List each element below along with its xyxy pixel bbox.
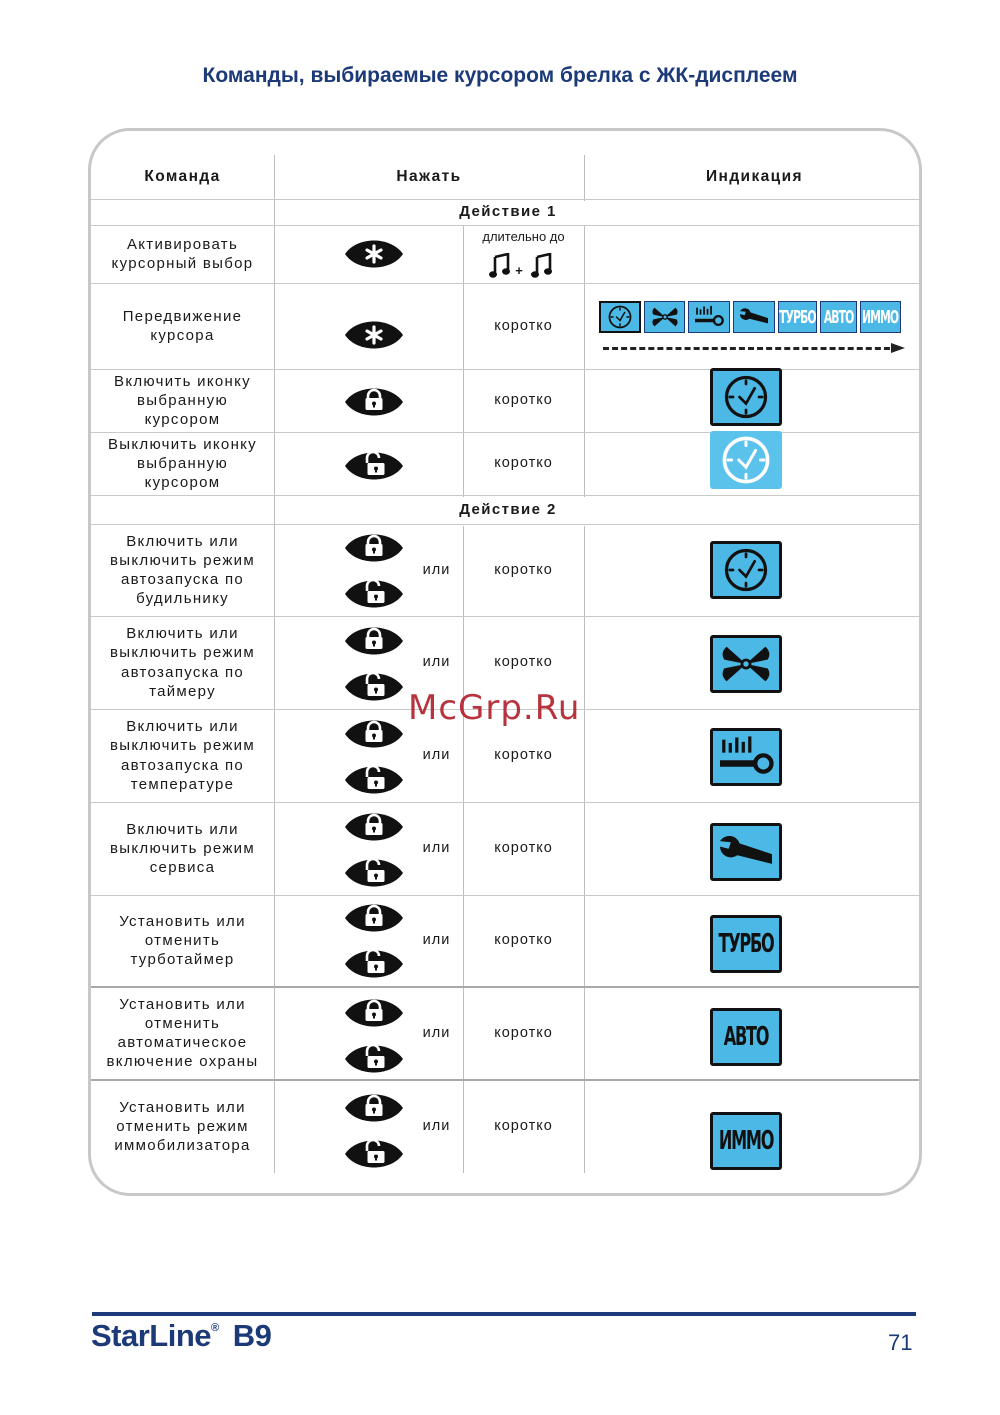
press-short-label: коротко [494, 932, 553, 949]
or-label: или [422, 840, 451, 857]
auto-label: АВТО [823, 306, 854, 328]
command-cell: Передвижение курсора [122, 307, 243, 344]
asterisk-key-icon [343, 235, 405, 273]
command-cell: Включить или выключить режим сервиса [110, 820, 255, 877]
unlock-key-icon [343, 575, 405, 613]
col-divider [274, 155, 275, 1173]
music-note-icon [489, 253, 511, 279]
arrow-head-icon [891, 343, 905, 353]
lock-key-icon [343, 383, 405, 421]
press-short-label: коротко [494, 455, 553, 472]
registered-mark: ® [211, 1322, 219, 1334]
lcd-clock-indicator [710, 368, 782, 426]
press-short-label: коротко [494, 1118, 553, 1135]
lock-key-icon [343, 1089, 405, 1127]
or-label: или [422, 1024, 451, 1041]
press-short-label: коротко [494, 840, 553, 857]
fan-icon [647, 303, 683, 331]
unlock-key-icon [343, 854, 405, 892]
thermometer-icon [713, 731, 779, 783]
commands-table [88, 128, 922, 1196]
unlock-key-icon [343, 447, 405, 485]
clock-icon [713, 371, 779, 423]
brand-name: StarLine [91, 1318, 212, 1353]
lock-key-icon [343, 529, 405, 567]
watermark: McGrp.Ru [408, 688, 581, 728]
command-cell: Установить или отменить режим иммобилизатора [114, 1098, 251, 1155]
lock-key-icon [343, 715, 405, 753]
lcd-clock-indicator [710, 541, 782, 599]
clock-icon [710, 431, 782, 489]
unlock-key-icon [343, 761, 405, 799]
strip-auto-cell [820, 301, 857, 333]
press-short-label: коротко [494, 1024, 553, 1041]
footer-divider [92, 1312, 916, 1316]
or-label: или [422, 1118, 451, 1135]
unlock-key-icon [343, 668, 405, 706]
lcd-turbo-indicator [710, 915, 782, 973]
turbo-label: ТУРБО [779, 306, 816, 328]
unlock-key-icon [343, 1135, 405, 1173]
page-title: Команды, выбираемые курсором брелка с ЖК-дисплеем [202, 64, 798, 87]
command-cell: Включить или выключить режим автозапуска по будильнику [110, 532, 255, 608]
lcd-auto-indicator [710, 1008, 782, 1066]
press-long-label: длительно до [482, 228, 565, 244]
press-short-label: коротко [494, 392, 553, 409]
or-label: или [422, 932, 451, 949]
lcd-fan-indicator [710, 635, 782, 693]
immo-label: ИММО [862, 306, 899, 328]
press-short-label: коротко [494, 561, 553, 578]
action-2-label: Действие 2 [459, 500, 557, 518]
strip-fan-cell [644, 301, 685, 333]
lcd-immo-indicator [710, 1112, 782, 1170]
lcd-cursor-strip [599, 301, 901, 333]
unlock-key-icon [343, 1040, 405, 1078]
header-press: Нажать [396, 168, 462, 186]
asterisk-key-icon [343, 316, 405, 354]
plus-sign: + [515, 262, 523, 278]
col-divider [584, 225, 585, 497]
music-note-icon [531, 253, 553, 279]
lcd-clock-off-indicator [710, 431, 782, 489]
press-short-label: коротко [494, 747, 553, 764]
immo-label: ИММО [718, 1126, 774, 1156]
or-label: или [422, 747, 451, 764]
page-number: 71 [888, 1330, 913, 1355]
col-divider [584, 526, 585, 1173]
strip-thermo-cell [688, 301, 730, 333]
brand-model: B9 [232, 1318, 272, 1353]
cursor-move-arrow [603, 347, 899, 350]
wrench-icon [736, 303, 772, 331]
strip-wrench-cell [733, 301, 775, 333]
lock-key-icon [343, 899, 405, 937]
header-indication: Индикация [706, 168, 803, 186]
press-short-label: коротко [494, 317, 553, 334]
clock-icon [602, 303, 638, 331]
press-short-label: коротко [494, 654, 553, 671]
lock-key-icon [343, 994, 405, 1032]
thermometer-icon [691, 303, 727, 331]
command-cell: Включить или выключить режим автозапуска по таймеру [110, 625, 255, 700]
lcd-wrench-indicator [710, 823, 782, 881]
wrench-icon [713, 826, 779, 878]
strip-clock-cell [599, 301, 641, 333]
command-cell: Установить или отменить турботаймер [119, 912, 246, 969]
command-cell: Выключить иконку выбранную курсором [107, 435, 257, 492]
clock-icon [713, 544, 779, 596]
or-label: или [422, 561, 451, 578]
command-cell: Активировать курсорный выбор [111, 235, 254, 272]
lock-key-icon [343, 808, 405, 846]
lcd-thermometer-indicator [710, 728, 782, 786]
fan-icon [713, 638, 779, 690]
command-cell: Включить или выключить режим автозапуска по температуре [110, 718, 255, 793]
strip-immo-cell [860, 301, 901, 333]
action-1-label: Действие 1 [459, 203, 557, 221]
brand-logo [91, 1318, 271, 1354]
unlock-key-icon [343, 945, 405, 983]
lock-key-icon [343, 622, 405, 660]
strip-turbo-cell [778, 301, 817, 333]
header-command: Команда [144, 168, 221, 186]
command-cell: Включить иконку выбранную курсором [114, 372, 251, 429]
turbo-label: ТУРБО [718, 929, 774, 959]
auto-label: АВТО [723, 1022, 769, 1052]
or-label: или [422, 654, 451, 671]
command-cell: Установить или отменить автоматическое включение охраны [106, 995, 259, 1071]
